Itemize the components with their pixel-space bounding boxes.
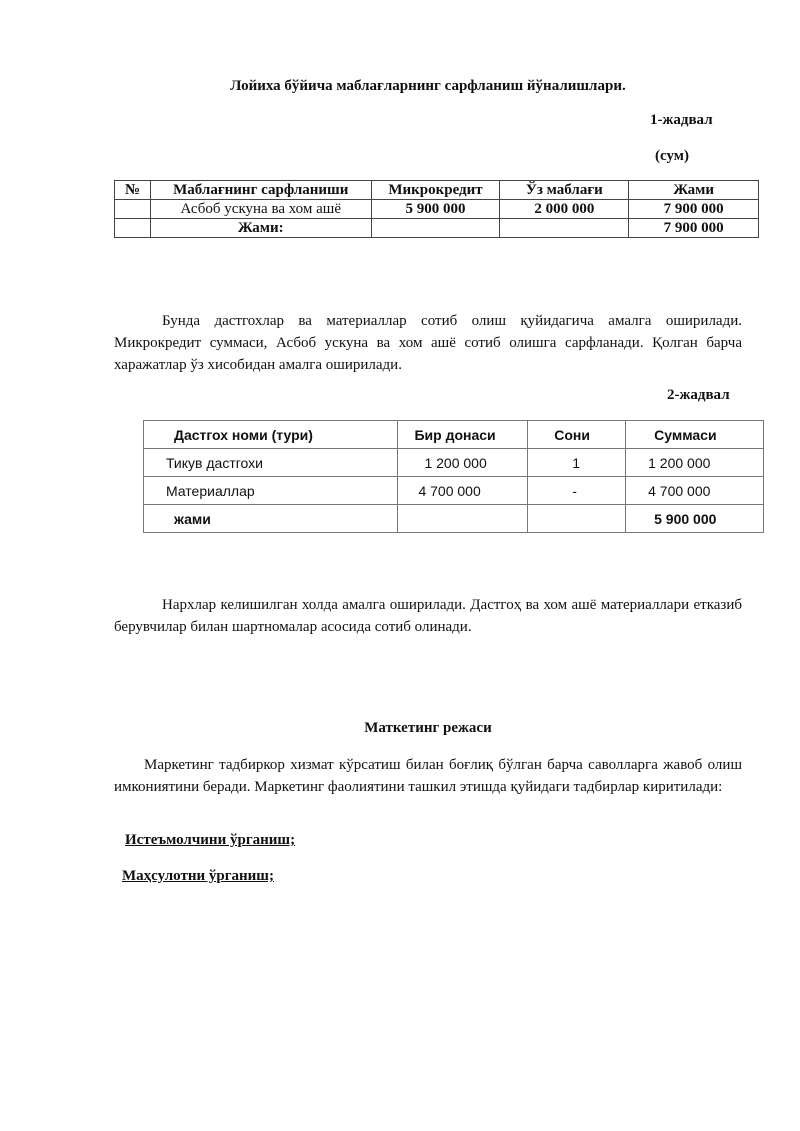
header-cell: Микрокредит [371,181,500,200]
table-cell: 1 200 000 [626,449,764,477]
table-cell: 1 200 000 [398,449,528,477]
table-cell: 1 [528,449,626,477]
table-row [144,477,764,505]
table-cell [115,200,151,219]
header-cell: Суммаси [626,421,764,449]
table-cell: Материаллар [144,477,398,505]
table-cell: 4 700 000 [626,477,764,505]
table-cell [115,219,151,238]
page-title: Лойиха бўйича маблағларнинг сарфланиш йўналишлари. [230,78,626,94]
table1-label: 1-жадвал [650,112,713,128]
table-cell [500,219,629,238]
list-item: Истеъмолчини ўрганиш; [125,832,296,848]
table-header-row [115,181,759,200]
table-total-row [144,505,764,533]
table-cell: 5 900 000 [371,200,500,219]
total-value: 7 900 000 [629,219,759,238]
spending-table [114,180,759,238]
table-header-row [144,421,764,449]
table-cell: 2 000 000 [500,200,629,219]
total-label: Жами: [150,219,371,238]
equipment-table [143,420,764,533]
table-row [144,449,764,477]
header-cell: Жами [629,181,759,200]
table-cell [398,505,528,533]
paragraph: Нархлар келишилган холда амалга оширилади. Дастгоҳ ва хом ашё материаллари етказиб берувчилар билан шартномалар асосида сотиб олинади. [114,597,742,635]
table-cell: 4 700 000 [398,477,528,505]
list-item: Маҳсулотни ўрганиш; [122,868,274,884]
table-cell [371,219,500,238]
header-cell: Дастгох номи (тури) [144,421,398,449]
table1-unit: (сум) [655,148,689,164]
header-cell: Маблағнинг сарфланиши [150,181,371,200]
table-cell [528,505,626,533]
header-cell: Ўз маблағи [500,181,629,200]
table-row [115,200,759,219]
total-label: жами [144,505,398,533]
header-cell: Бир донаси [398,421,528,449]
header-cell: Сони [528,421,626,449]
header-cell: № [115,181,151,200]
table-total-row [115,219,759,238]
section-heading: Маткетинг режаси [364,720,492,736]
table-cell: 7 900 000 [629,200,759,219]
paragraph: Маркетинг тадбиркор хизмат кўрсатиш билан боғлиқ бўлган барча саволларга жавоб олиш имкониятини беради. Маркетинг фаолиятини ташкил этишда қуйидаги тадбирлар киритилади: [114,757,742,795]
total-value: 5 900 000 [626,505,764,533]
table-cell: Асбоб ускуна ва хом ашё [150,200,371,219]
table2-label: 2-жадвал [667,387,730,403]
paragraph: Бунда дастгохлар ва материаллар сотиб олиш қуйидагича амалга оширилади. Микрокредит суммаси, Асбоб ускуна ва хом ашё сотиб олишга сарфланади. Қолган барча харажатлар ўз хисобидан амалга оширилади. [114,313,742,373]
table-cell: - [528,477,626,505]
table-cell: Тикув дастгохи [144,449,398,477]
